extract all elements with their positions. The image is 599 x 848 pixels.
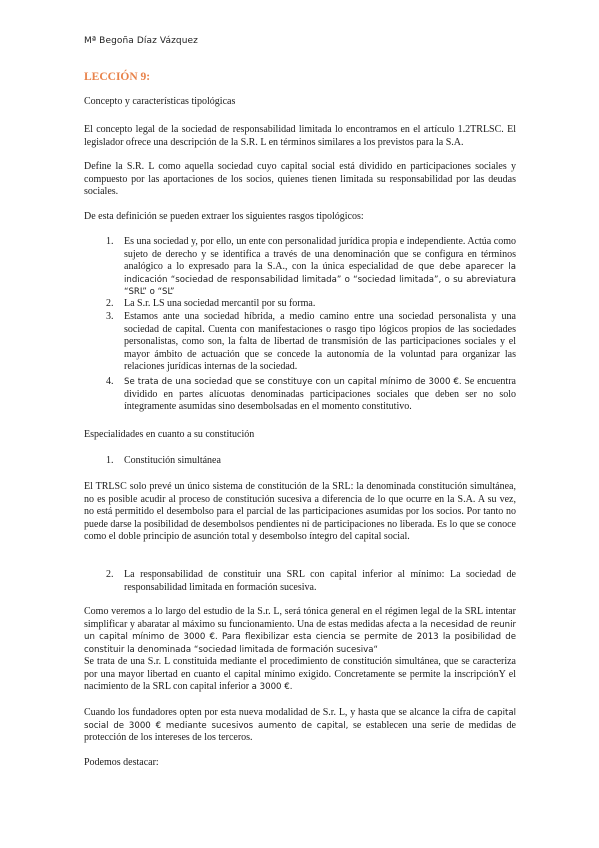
- list-item-text-sans: Se trata de una sociedad que se constituye con un capital mínimo de 3000 €.: [124, 377, 462, 387]
- list-item-text-plain: Se encuentra dividido en partes alícuotas denominadas participaciones sociales que deben ser no solo íntegramente asumidas sino desembolsadas en el momento constitutivo.: [124, 376, 516, 412]
- simultanea-paragraph: El TRLSC solo prevé un único sistema de constitución de la SRL: la denominada constitución simultánea, no es posible acudir al proceso de constitución sucesiva a diferencia de lo que ocurre en la S.A. A su vez, no está permitido el desembolso para el parcial de las participaciones asumidas por los socios. Por tanto no puede darse la posibilidad de desembolsos pendientes ni de participaciones no liberada. Es lo que se conoce como el doble principio de asunción total y desembolso íntegro del capital social.: [84, 481, 516, 542]
- page-header-author: Mª Begoña Díaz Vázquez: [84, 36, 198, 46]
- paragraph-simplificar: [84, 606, 516, 656]
- paragraph-text-sans: a 3000 €.: [251, 682, 293, 692]
- lesson-title: LECCIÓN 9:: [84, 71, 151, 83]
- paragraph-text-sans: de capital social de 3000 € mediante sucesivos aumento de capital,: [84, 708, 516, 731]
- paragraph-text-plain: Se trata de una S.r. L constituida mediante el procedimiento de constitución simultánea, que se caracteriza por una mayor libertad en cuanto el capital mínimo exigido. Concretamente se permite la inscripciónY el nacimiento de la SRL con capital inferior: [84, 656, 516, 692]
- sub-heading-text: Constitución simultánea: [124, 455, 221, 466]
- list-item-text: La S.r. LS una sociedad mercantil por su forma.: [124, 298, 316, 309]
- list-item-text-sans: de que debe aparecer la indicación “sociedad de responsabilidad limitada” o “sociedad limitada”, o su abreviatura “SRL” o “SL”: [124, 262, 516, 297]
- list-item-text-plain: Es una sociedad y, por ello, un ente con personalidad jurídica propia e independiente. Actúa como sujeto de derecho y se identifica a través de una denominación que se configura en términos analógico a lo expresado para la S.A., con la única especialidad: [124, 236, 516, 272]
- section-subtitle: Concepto y características tipológicas: [84, 96, 236, 107]
- intro-paragraph-1: El concepto legal de la sociedad de responsabilidad limitada lo encontramos en el artículo 1.2TRLSC. El legislador ofrece una descripción de la S.R. L en términos similares a los previstos para la S.A.: [84, 124, 516, 148]
- intro-paragraph-2: Define la S.R. L como aquella sociedad cuyo capital social está dividido en participaciones sociales y compuesto por las aportaciones de los socios, quienes tienen limitada su responsabilidad por las deudas sociales.: [84, 161, 516, 197]
- list-item-text: [124, 236, 516, 299]
- section-heading-especialidades: Especialidades en cuanto a su constitución: [84, 429, 255, 440]
- sub-heading-number: 1.: [106, 455, 114, 466]
- list-item-number: 4.: [106, 376, 114, 387]
- paragraph-text-plain: Cuando los fundadores opten por esta nueva modalidad de S.r. L, y hasta que se alcance la cifra: [84, 707, 474, 718]
- list-item-number: 2.: [106, 298, 114, 309]
- sub-heading-text: La responsabilidad de constituir una SRL con capital inferior al mínimo: La sociedad de responsabilidad limitada en formación sucesiva.: [124, 569, 516, 593]
- paragraph-fundadores: [84, 707, 516, 745]
- paragraph-text-plain: Como veremos a lo largo del estudio de la S.r. L, será tónica general en el régimen legal de la SRL intentar simplificar y abaratar al máximo su funcionamiento. Una de estas medidas afecta a: [84, 606, 516, 630]
- rasgos-intro: De esta definición se pueden extraer los siguientes rasgos tipológicos:: [84, 211, 364, 222]
- sub-heading-1: [106, 455, 221, 468]
- list-item-text: Estamos ante una sociedad híbrida, a medio camino entre una sociedad personalista y una sociedad de capital. Cuenta con manifestaciones o rasgo tipo lógicos propios de las sociedades personalistas, como son, la falta de libertad de transmisión de las participaciones sociales y el mayor ámbito de actuación que se concede la autonomía de la voluntad para organizar las relaciones jurídicas internas de la sociedad.: [124, 311, 516, 372]
- sub-heading-number: 2.: [106, 569, 114, 580]
- list-item-text: [124, 376, 516, 414]
- paragraph-text-sans: la necesidad de reunir un capital mínimo de 3000 €. Para flexibilizar esta ciencia se permite de 2013 la posibilidad de constituir la denominada “sociedad limitada de formación sucesiva“: [84, 619, 516, 655]
- closing-line: Podemos destacar:: [84, 757, 159, 768]
- list-item-number: 1.: [106, 236, 114, 247]
- paragraph-constituida: [84, 656, 516, 694]
- list-item-number: 3.: [106, 311, 114, 322]
- paragraph-text-plain: se establecen una serie de medidas de protección de los intereses de los terceros.: [84, 719, 516, 743]
